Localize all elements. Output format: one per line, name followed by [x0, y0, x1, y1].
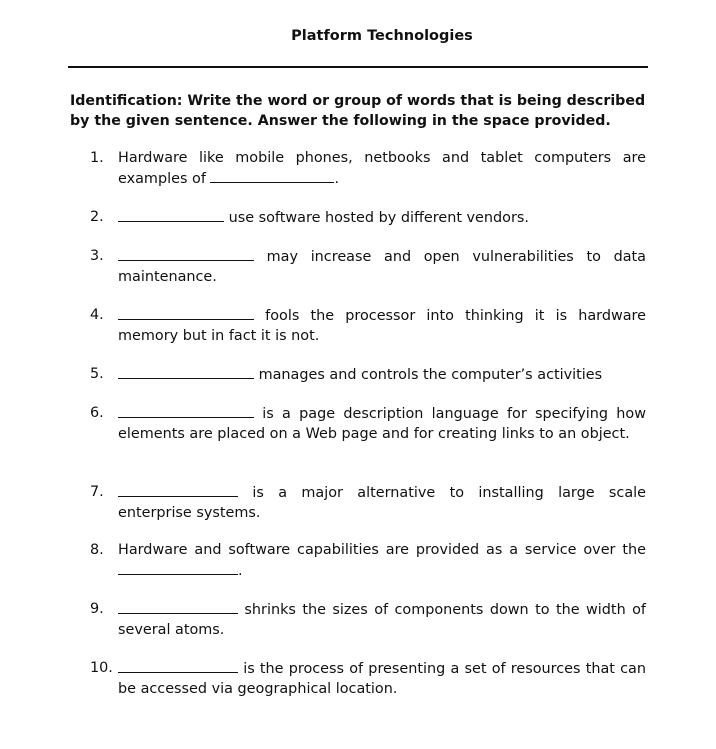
answer-blank[interactable]: [210, 169, 334, 183]
question-10: [90, 659, 646, 699]
question-number: 7.: [90, 484, 104, 500]
page-title: Platform Technologies: [291, 28, 473, 44]
question-1: [90, 149, 646, 189]
question-number: 9.: [90, 601, 104, 617]
question-text: shrinks the sizes of components down to the width of several atoms.: [118, 602, 646, 638]
question-text: fools the processor into thinking it is hardware memory but in fact it is not.: [118, 308, 646, 344]
question-7: [90, 483, 646, 523]
question-number: 10.: [90, 660, 113, 676]
answer-blank[interactable]: [118, 306, 254, 320]
question-text: is a page description language for specifying how elements are placed on a Web page and for creating links to an object.: [118, 406, 646, 442]
answer-blank[interactable]: [118, 483, 238, 497]
answer-blank[interactable]: [118, 365, 254, 379]
question-text-end: .: [334, 170, 340, 187]
question-text: is a major alternative to installing large scale enterprise systems.: [118, 485, 646, 521]
question-text: may increase and open vulnerabilities to data maintenance.: [118, 249, 646, 285]
answer-blank[interactable]: [118, 600, 238, 614]
question-text: Hardware and software capabilities are provided as a service over the: [118, 542, 646, 558]
answer-blank[interactable]: [118, 404, 254, 418]
question-3: [90, 247, 646, 287]
question-text: Hardware like mobile phones, netbooks and tablet computers are examples of: [118, 150, 646, 187]
title-divider: [68, 66, 648, 68]
question-text-end: .: [238, 562, 243, 579]
answer-blank[interactable]: [118, 208, 224, 222]
question-9: [90, 600, 646, 640]
question-8: [90, 541, 646, 581]
answer-blank[interactable]: [118, 659, 238, 673]
question-4: [90, 306, 646, 346]
question-number: 3.: [90, 248, 104, 264]
question-5: [90, 365, 646, 386]
question-text: manages and controls the computer’s activities: [254, 367, 603, 383]
instructions: Identification: Write the word or group of words that is being described by the given sentence. Answer the following in the space provided.: [70, 93, 646, 129]
question-number: 2.: [90, 209, 104, 225]
question-text: use software hosted by different vendors.: [224, 210, 529, 226]
question-number: 8.: [90, 542, 104, 558]
question-number: 5.: [90, 366, 104, 382]
question-2: [90, 208, 646, 229]
question-number: 6.: [90, 405, 104, 421]
answer-blank[interactable]: [118, 247, 254, 261]
question-number: 1.: [90, 150, 104, 166]
answer-blank[interactable]: [118, 561, 238, 575]
question-6: [90, 404, 646, 444]
question-text: is the process of presenting a set of resources that can be accessed via geographical location.: [118, 661, 646, 697]
question-number: 4.: [90, 307, 104, 323]
